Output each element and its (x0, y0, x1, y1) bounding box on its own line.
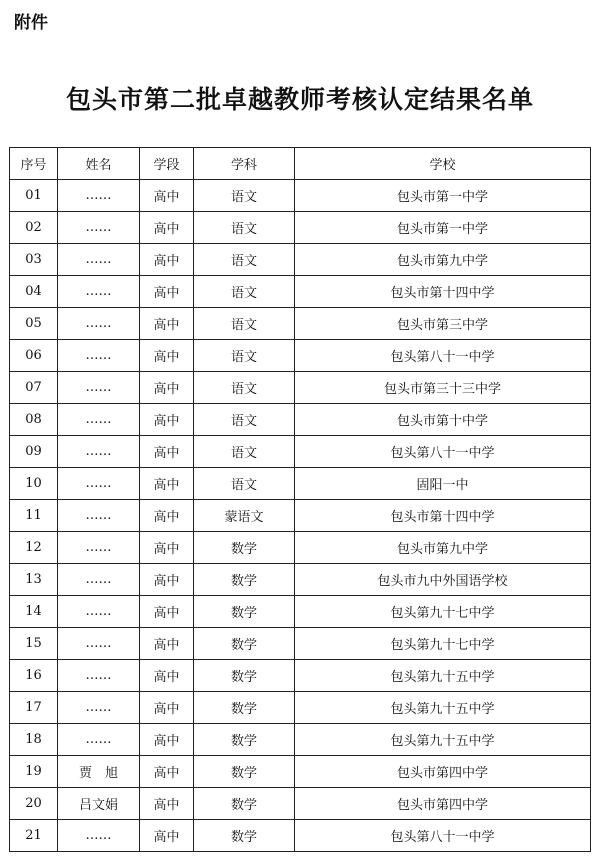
cell-col-school: 包头市第四中学 (295, 788, 591, 820)
cell-col-index: 17 (10, 692, 58, 724)
cell-col-school: 包头第九十七中学 (295, 628, 591, 660)
cell-col-index: 11 (10, 500, 58, 532)
cell-col-name: …… (58, 660, 140, 692)
cell-col-index: 16 (10, 660, 58, 692)
table-row (10, 276, 591, 308)
cell-col-stage: 高中 (140, 724, 194, 756)
cell-col-name: …… (58, 404, 140, 436)
cell-col-subject: 数学 (194, 692, 295, 724)
table-row (10, 532, 591, 564)
attachment-label: 附件 (14, 13, 48, 33)
cell-col-name: …… (58, 500, 140, 532)
table-row (10, 724, 591, 756)
document-title: 包头市第二批卓越教师考核认定结果名单 (65, 85, 534, 114)
cell-col-stage: 高中 (140, 340, 194, 372)
cell-col-subject: 数学 (194, 564, 295, 596)
cell-col-school: 包头市第十四中学 (295, 500, 591, 532)
header-col-school: 学校 (295, 148, 591, 180)
cell-col-school: 包头第八十一中学 (295, 340, 591, 372)
cell-col-index: 03 (10, 244, 58, 276)
cell-col-name: …… (58, 692, 140, 724)
cell-col-subject: 语文 (194, 308, 295, 340)
cell-col-stage: 高中 (140, 500, 194, 532)
table-row (10, 308, 591, 340)
cell-col-index: 19 (10, 756, 58, 788)
table-row (10, 340, 591, 372)
cell-col-name: …… (58, 212, 140, 244)
header-col-stage: 学段 (140, 148, 194, 180)
table-row (10, 500, 591, 532)
cell-col-school: 包头第九十五中学 (295, 692, 591, 724)
cell-col-school: 固阳一中 (295, 468, 591, 500)
cell-col-subject: 数学 (194, 724, 295, 756)
cell-col-stage: 高中 (140, 180, 194, 212)
cell-col-subject: 数学 (194, 788, 295, 820)
cell-col-subject: 数学 (194, 820, 295, 852)
cell-col-subject: 语文 (194, 436, 295, 468)
cell-col-subject: 蒙语文 (194, 500, 295, 532)
cell-col-school: 包头市九中外国语学校 (295, 564, 591, 596)
cell-col-school: 包头第八十一中学 (295, 820, 591, 852)
cell-col-subject: 语文 (194, 468, 295, 500)
cell-col-stage: 高中 (140, 660, 194, 692)
table-row (10, 372, 591, 404)
cell-col-subject: 语文 (194, 372, 295, 404)
table-row (10, 180, 591, 212)
cell-col-stage: 高中 (140, 212, 194, 244)
cell-col-name: …… (58, 276, 140, 308)
cell-col-stage: 高中 (140, 468, 194, 500)
table-row (10, 692, 591, 724)
cell-col-index: 12 (10, 532, 58, 564)
cell-col-stage: 高中 (140, 564, 194, 596)
cell-col-index: 04 (10, 276, 58, 308)
cell-col-subject: 数学 (194, 628, 295, 660)
cell-col-index: 10 (10, 468, 58, 500)
cell-col-index: 09 (10, 436, 58, 468)
header-col-index: 序号 (10, 148, 58, 180)
table-row (10, 436, 591, 468)
cell-col-index: 13 (10, 564, 58, 596)
cell-col-index: 07 (10, 372, 58, 404)
cell-col-school: 包头市第九中学 (295, 532, 591, 564)
cell-col-stage: 高中 (140, 756, 194, 788)
table-row (10, 820, 591, 852)
cell-col-name: …… (58, 340, 140, 372)
cell-col-stage: 高中 (140, 596, 194, 628)
cell-col-name: …… (58, 436, 140, 468)
cell-col-stage: 高中 (140, 628, 194, 660)
cell-col-school: 包头市第一中学 (295, 180, 591, 212)
cell-col-index: 14 (10, 596, 58, 628)
cell-col-school: 包头市第一中学 (295, 212, 591, 244)
table-row (10, 404, 591, 436)
cell-col-subject: 数学 (194, 660, 295, 692)
cell-col-stage: 高中 (140, 532, 194, 564)
cell-col-school: 包头市第十中学 (295, 404, 591, 436)
cell-col-subject: 语文 (194, 340, 295, 372)
cell-col-name: …… (58, 532, 140, 564)
cell-col-stage: 高中 (140, 244, 194, 276)
cell-col-name: …… (58, 724, 140, 756)
cell-col-index: 08 (10, 404, 58, 436)
cell-col-subject: 数学 (194, 756, 295, 788)
cell-col-stage: 高中 (140, 692, 194, 724)
cell-col-index: 06 (10, 340, 58, 372)
header-col-name: 姓名 (58, 148, 140, 180)
cell-col-index: 02 (10, 212, 58, 244)
header-col-subject: 学科 (194, 148, 295, 180)
cell-col-subject: 语文 (194, 404, 295, 436)
cell-col-name: …… (58, 564, 140, 596)
cell-col-school: 包头第九十五中学 (295, 724, 591, 756)
cell-col-name: …… (58, 180, 140, 212)
cell-col-stage: 高中 (140, 820, 194, 852)
cell-col-school: 包头市第三中学 (295, 308, 591, 340)
table-row (10, 564, 591, 596)
cell-col-stage: 高中 (140, 372, 194, 404)
cell-col-school: 包头市第九中学 (295, 244, 591, 276)
cell-col-name: …… (58, 308, 140, 340)
cell-col-school: 包头第八十一中学 (295, 436, 591, 468)
cell-col-stage: 高中 (140, 276, 194, 308)
cell-col-name: …… (58, 468, 140, 500)
table-header-row (10, 148, 591, 180)
table-row (10, 660, 591, 692)
table-row (10, 788, 591, 820)
cell-col-index: 20 (10, 788, 58, 820)
cell-col-index: 05 (10, 308, 58, 340)
cell-col-stage: 高中 (140, 788, 194, 820)
cell-col-school: 包头市第十四中学 (295, 276, 591, 308)
cell-col-name: …… (58, 596, 140, 628)
cell-col-name: …… (58, 820, 140, 852)
cell-col-school: 包头市第四中学 (295, 756, 591, 788)
table-row (10, 596, 591, 628)
cell-col-subject: 语文 (194, 180, 295, 212)
table-row (10, 212, 591, 244)
cell-col-school: 包头市第三十三中学 (295, 372, 591, 404)
cell-col-school: 包头第九十七中学 (295, 596, 591, 628)
cell-col-subject: 数学 (194, 532, 295, 564)
table-row (10, 628, 591, 660)
cell-col-subject: 语文 (194, 244, 295, 276)
table-row (10, 244, 591, 276)
cell-col-name: …… (58, 372, 140, 404)
table-row (10, 468, 591, 500)
cell-col-subject: 语文 (194, 276, 295, 308)
results-table (9, 147, 591, 852)
cell-col-index: 15 (10, 628, 58, 660)
cell-col-school: 包头第九十五中学 (295, 660, 591, 692)
cell-col-name: 吕文娟 (58, 788, 140, 820)
cell-col-stage: 高中 (140, 308, 194, 340)
cell-col-stage: 高中 (140, 404, 194, 436)
cell-col-index: 01 (10, 180, 58, 212)
cell-col-stage: 高中 (140, 436, 194, 468)
cell-col-index: 21 (10, 820, 58, 852)
table-row (10, 756, 591, 788)
cell-col-name: …… (58, 628, 140, 660)
cell-col-subject: 数学 (194, 596, 295, 628)
cell-col-index: 18 (10, 724, 58, 756)
cell-col-name: …… (58, 244, 140, 276)
cell-col-subject: 语文 (194, 212, 295, 244)
cell-col-name: 贾 旭 (58, 756, 140, 788)
